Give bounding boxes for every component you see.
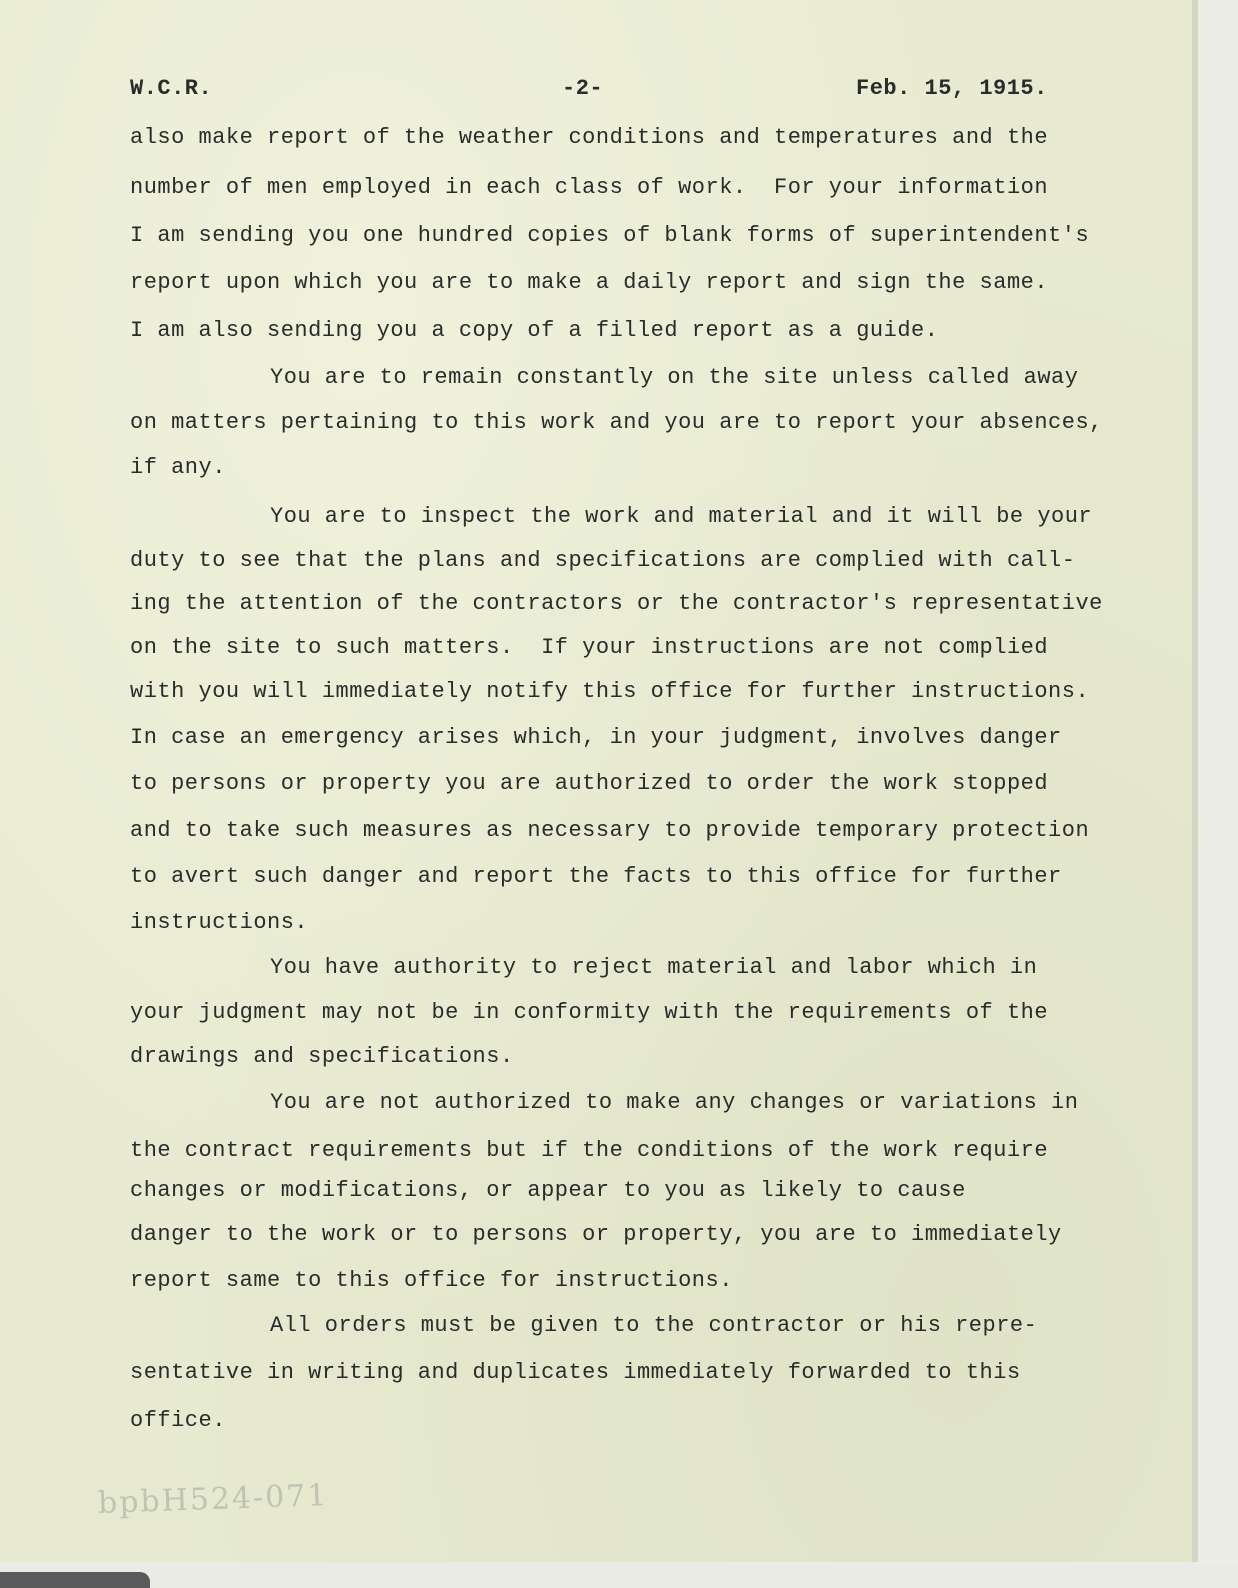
body-line: report upon which you are to make a daily report and sign the same. xyxy=(130,270,1049,295)
body-line: to persons or property you are authorized to order the work stopped xyxy=(130,771,1049,796)
body-line: duty to see that the plans and specifications are complied with call- xyxy=(130,548,1076,573)
body-line: on matters pertaining to this work and you are to report your absences, xyxy=(130,410,1103,435)
body-line: You have authority to reject material and labor which in xyxy=(270,955,1038,980)
scan-bottom-strip xyxy=(0,1562,1238,1588)
body-line: I am also sending you a copy of a filled report as a guide. xyxy=(130,318,939,343)
body-line: with you will immediately notify this office for further instructions. xyxy=(130,679,1090,704)
body-line: changes or modifications, or appear to you as likely to cause xyxy=(130,1178,966,1203)
body-line: You are to remain constantly on the site unless called away xyxy=(270,365,1079,390)
header-initials: W.C.R. xyxy=(130,76,213,101)
letter-date: Feb. 15, 1915. xyxy=(856,76,1048,101)
body-line: You are not authorized to make any changes or variations in xyxy=(270,1090,1079,1115)
body-line: your judgment may not be in conformity with the requirements of the xyxy=(130,1000,1049,1025)
body-line: danger to the work or to persons or property, you are to immediately xyxy=(130,1222,1062,1247)
body-line: You are to inspect the work and material and it will be your xyxy=(270,504,1093,529)
body-line: instructions. xyxy=(130,910,309,935)
body-line: on the site to such matters. If your instructions are not complied xyxy=(130,635,1049,660)
body-line: office. xyxy=(130,1408,226,1433)
body-line: and to take such measures as necessary to provide temporary protection xyxy=(130,818,1090,843)
page-edge xyxy=(1192,0,1198,1562)
body-line: the contract requirements but if the conditions of the work require xyxy=(130,1138,1049,1163)
scanner-shadow xyxy=(0,1572,150,1588)
body-line: number of men employed in each class of work. For your information xyxy=(130,175,1049,200)
body-line: report same to this office for instructions. xyxy=(130,1268,733,1293)
body-line: sentative in writing and duplicates immediately forwarded to this xyxy=(130,1360,1021,1385)
body-line: In case an emergency arises which, in your judgment, involves danger xyxy=(130,725,1062,750)
archive-pencil-mark: bpbH524-071 xyxy=(97,1477,329,1522)
body-line: drawings and specifications. xyxy=(130,1044,514,1069)
body-line: ing the attention of the contractors or the contractor's representative xyxy=(130,591,1103,616)
body-line: to avert such danger and report the facts to this office for further xyxy=(130,864,1062,889)
body-line: if any. xyxy=(130,455,226,480)
body-line: All orders must be given to the contractor or his repre- xyxy=(270,1313,1038,1338)
body-line: also make report of the weather conditions and temperatures and the xyxy=(130,125,1049,150)
page-number: -2- xyxy=(562,76,604,101)
body-line: I am sending you one hundred copies of blank forms of superintendent's xyxy=(130,223,1090,248)
